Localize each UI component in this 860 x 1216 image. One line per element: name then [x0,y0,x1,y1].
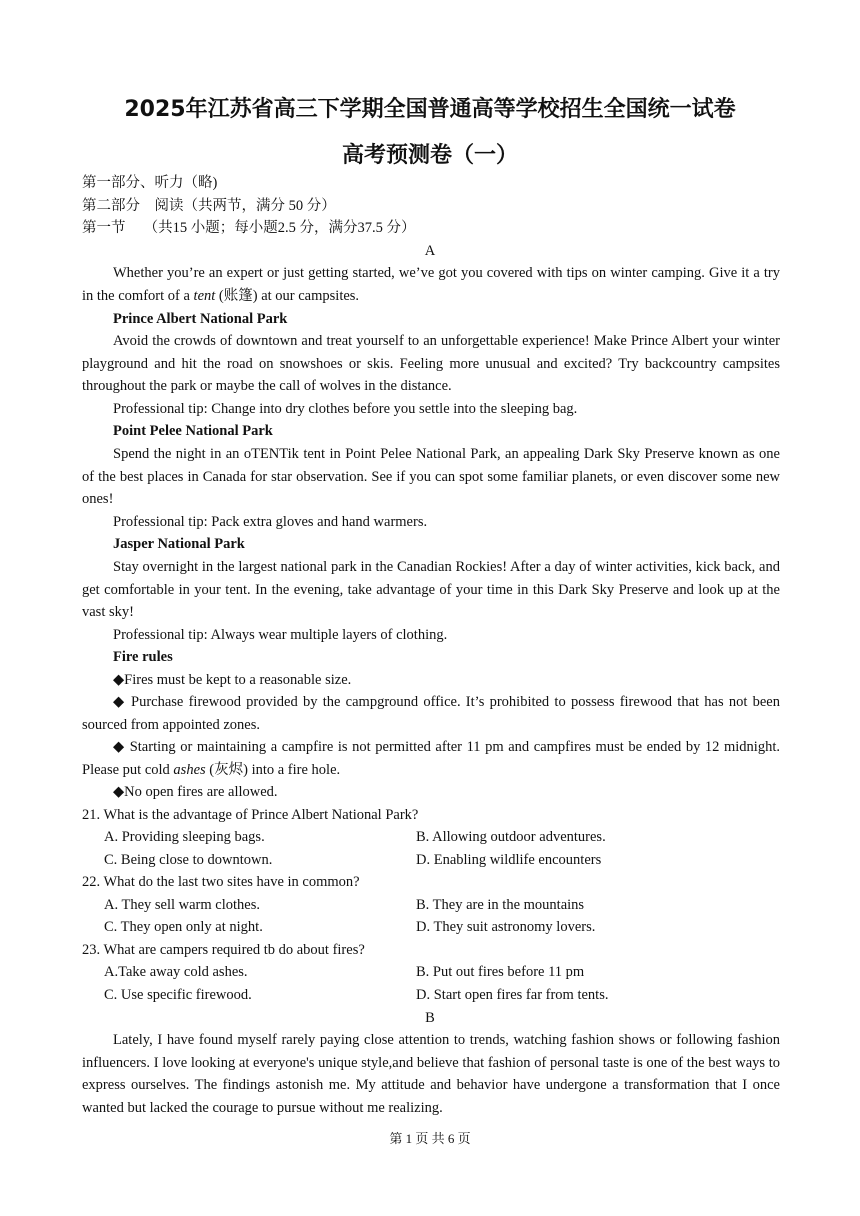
question-22-option-c: C. They open only at night. [104,919,263,935]
park3-heading: Jasper National Park [113,536,245,552]
part2-heading: 第二部分 阅读（共两节，满分 50 分） [82,198,336,214]
question-21-option-d: D. Enabling wildlife encounters [416,852,602,868]
park2-tip: Professional tip: Pack extra gloves and hand warmers. [113,514,428,530]
fire-rule-3-text-1: ◆ Starting or maintaining a campfire is not permitted after 11 pm and campfires must be ended by 12 midnight. Please put cold [82,739,780,778]
question-22-option-a: A. They sell warm clothes. [104,897,260,913]
question-23-option-b: B. Put out fires before 11 pm [416,964,585,980]
question-21-option-c: C. Being close to downtown. [104,852,273,868]
page-footer: 第 1 页 共 6 页 [389,1131,471,1146]
park1-tip: Professional tip: Change into dry clothes before you settle into the sleeping bag. [113,401,578,417]
question-21-stem: 21. What is the advantage of Prince Albert National Park? [82,807,419,823]
exam-title: 2025年江苏省高三下学期全国普通高等学校招生全国统一试卷 [124,97,736,122]
fire-rules-heading: Fire rules [113,649,173,665]
intro-text-2: (账篷) at our campsites. [215,287,360,304]
park2-heading: Point Pelee National Park [113,423,273,439]
fire-rule-3-text-2: (灰烬) into a fire hole. [205,761,341,778]
park3-tip: Professional tip: Always wear multiple layers of clothing. [113,627,448,643]
park1-paragraph: Avoid the crowds of downtown and treat yourself to an unforgettable experience! Make Prince Albert your winter playground and hit the road on snowshoes or skis. Feeling more unusual and excited? Try backcountry campsites throughout the park or maybe the call of wolves in the distance. [82,333,780,395]
question-22-stem: 22. What do the last two sites have in common? [82,874,360,890]
park1-heading: Prince Albert National Park [113,311,288,327]
fire-rule-4: ◆No open fires are allowed. [113,784,278,800]
exam-subtitle: 高考预测卷（一） [341,143,518,168]
intro-tent-word: tent [193,287,216,304]
question-23-option-c: C. Use specific firewood. [104,987,252,1003]
passage-b-label: B [425,1010,435,1026]
fire-rule-3-ashes: ashes [173,761,206,778]
passage-a-label: A [424,243,436,259]
passage-b-paragraph: Lately, I have found myself rarely paying close attention to trends, watching fashion shows or following fashion influencers. I love looking at everyone's unique style,and believe that fashion of personal taste is one of the best ways to express ourselves. The findings astonish me. My attitude and behavior have undergone a transformation that I once wanted but lacked the courage to pursue without me realizing. [82,1032,780,1116]
part1-heading: 第一部分、听力（略) [82,175,218,191]
fire-rule-1: ◆Fires must be kept to a reasonable size. [113,672,352,688]
question-21-option-a: A. Providing sleeping bags. [104,829,265,845]
park2-paragraph: Spend the night in an oTENTik tent in Point Pelee National Park, an appealing Dark Sky Preserve known as one of the best places in Canada for star observation. See if you can spot some familiar planets, or even discover some new ones! [82,446,780,508]
fire-rule-2: ◆ Purchase firewood provided by the campground office. It’s prohibited to possess firewood that has not been sourced from appointed zones. [82,694,780,733]
question-23-option-a: A.Take away cold ashes. [104,964,248,980]
question-22-option-b: B. They are in the mountains [416,897,585,913]
fire-rule-3 [82,736,780,781]
question-22-option-d: D. They suit astronomy lovers. [416,919,596,935]
passage-a-intro [82,262,780,307]
intro-text-1: Whether you’re an expert or just getting started, we’ve got you covered with tips on winter camping. Give it a try in the comfort of a [82,265,780,304]
question-21-option-b: B. Allowing outdoor adventures. [416,829,606,845]
section1-heading: 第一节 （共15 小题；每小题2.5 分，满分37.5 分） [82,220,416,236]
question-23-option-d: D. Start open fires far from tents. [416,987,609,1003]
park3-paragraph: Stay overnight in the largest national park in the Canadian Rockies! After a day of winter activities, kick back, and get comfortable in your tent. In the evening, take advantage of your time in this Dark Sky Preserve and look up at the vast sky! [82,559,780,621]
question-23-stem: 23. What are campers required tb do about fires? [82,942,365,958]
